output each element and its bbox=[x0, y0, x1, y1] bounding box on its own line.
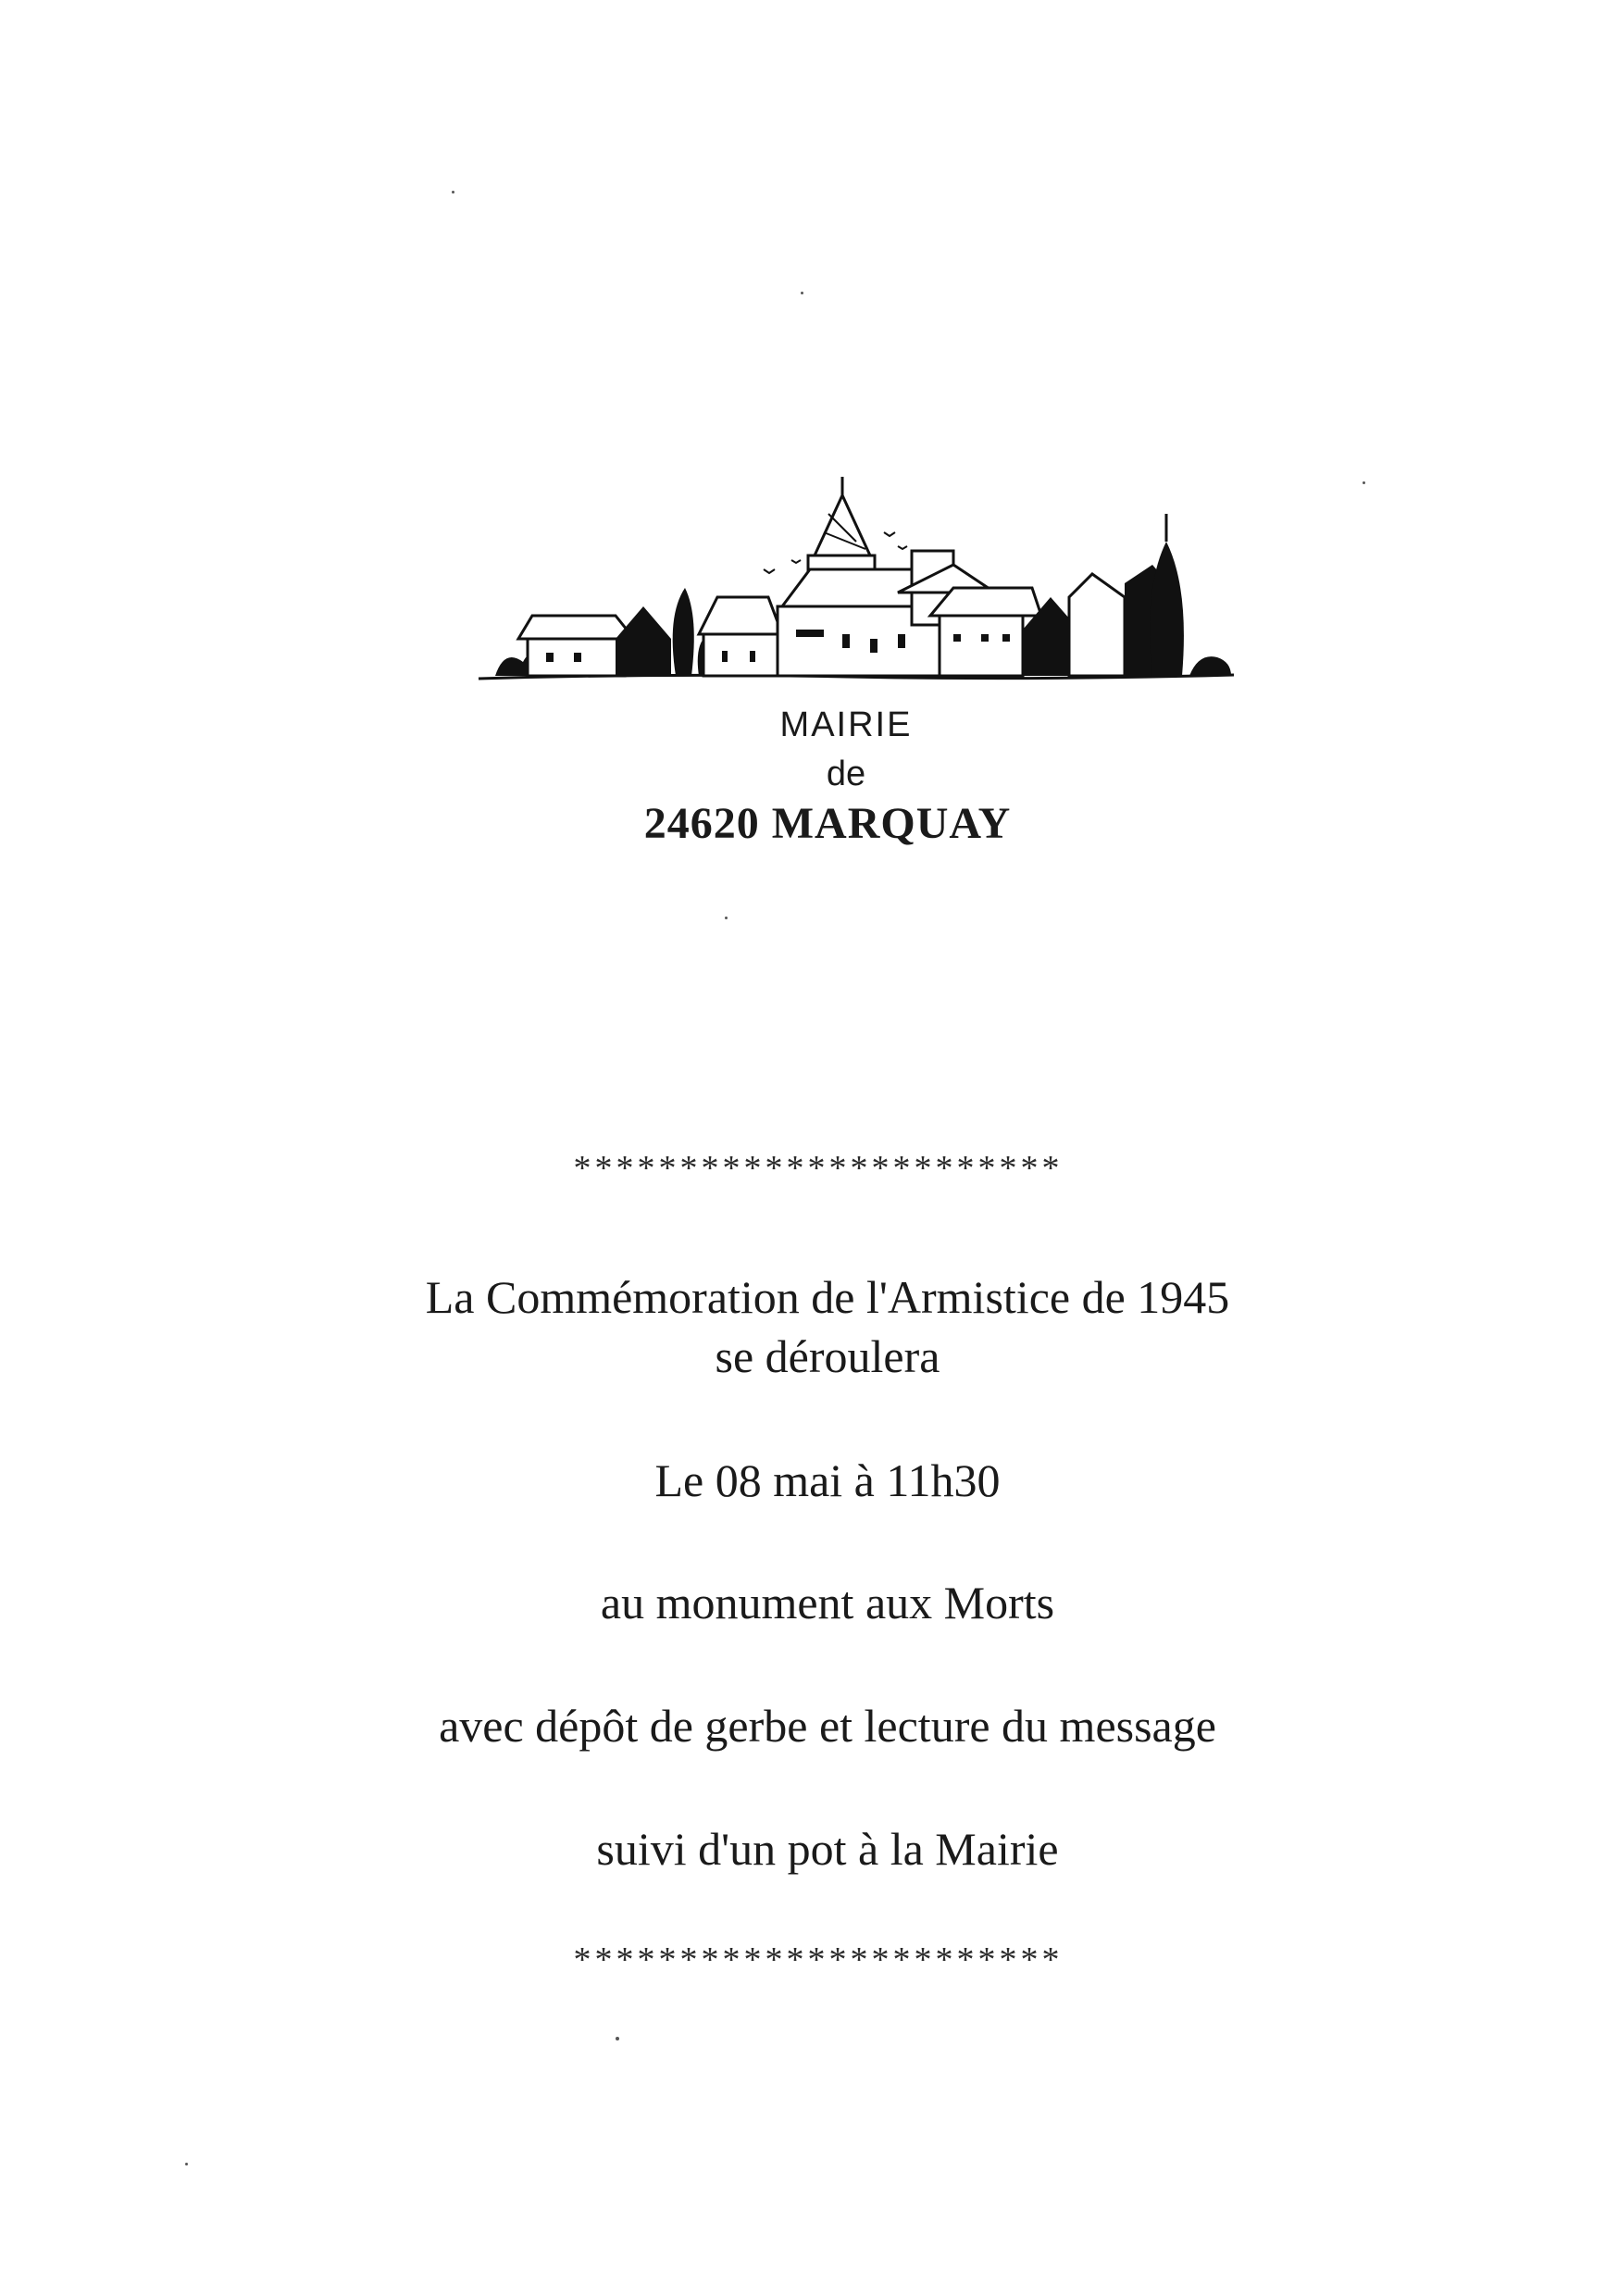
scan-speck bbox=[801, 292, 803, 294]
event-location: au monument aux Morts bbox=[600, 1577, 1055, 1628]
event-reception: suivi d'un pot à la Mairie bbox=[596, 1823, 1059, 1875]
scan-speck bbox=[725, 917, 728, 919]
scan-speck bbox=[616, 2037, 619, 2040]
event-date-time: Le 08 mai à 11h30 bbox=[654, 1454, 1001, 1506]
separator-top: *********************** bbox=[573, 1149, 1064, 1188]
scan-speck bbox=[452, 191, 454, 193]
town-name: 24620 MARQUAY bbox=[643, 799, 1012, 848]
village-drawing-icon bbox=[477, 477, 1236, 690]
announcement-line-1: La Commémoration de l'Armistice de 1945 bbox=[425, 1271, 1230, 1323]
separator-bottom: *********************** bbox=[573, 1940, 1064, 1979]
de-label: de bbox=[826, 755, 866, 793]
announcement-line-2: se déroulera bbox=[715, 1330, 940, 1382]
event-program: avec dépôt de gerbe et lecture du message bbox=[439, 1700, 1216, 1752]
scan-speck bbox=[1363, 481, 1365, 484]
scan-speck bbox=[185, 2163, 188, 2165]
mairie-label: MAIRIE bbox=[779, 705, 913, 744]
